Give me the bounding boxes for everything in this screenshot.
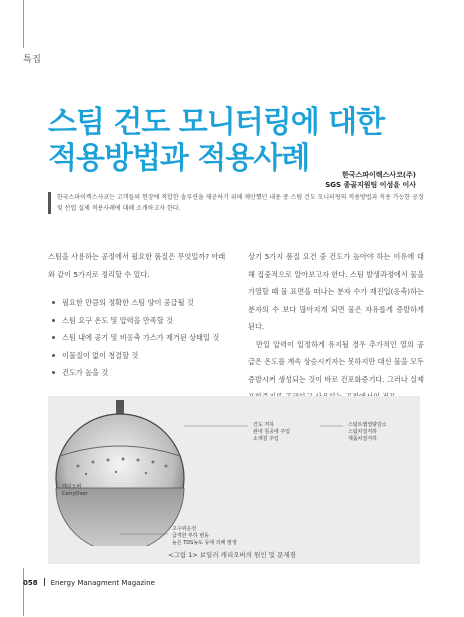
bullet-icon [52,371,55,374]
body-paragraph-1: 상기 5가지 품질 요건 중 건도가 높아야 하는 이유에 대해 집중적으로 알아보고자 한다. 스팀 발생과정에서 물을 가열할 때 물 표면을 떠나는 분자 수가 재진입(응축)하는 분자의 수 보다 많아지게 되면 물은 자유롭게 증발하게 된다. [248,252,424,331]
footer-rule [23,568,24,616]
boiler-figure [48,396,420,564]
section-label: 특집 [23,55,42,65]
title-line-2: 적용방법과 적용사례 [48,141,310,176]
intro-paragraph: 스팀을 사용하는 공정에서 필요한 품질은 무엇일까? 아래와 같이 5가지로 정리할 수 있다. [48,252,226,279]
list-item: 스팀 요구 온도 및 압력을 만족할 것 [48,312,226,330]
list-item: 스팀 내에 공기 및 비응축 가스가 제거된 상태일 것 [48,329,226,347]
bullet-icon [52,319,55,322]
label-causes: 고수위운전 급격한 부하 변동 높은 TDS농도 등에 의해 발생 [172,526,237,546]
author-name: SGS 종골지원팀 이성윤 이사 [325,181,416,189]
list-item: 건도가 높을 것 [48,364,226,382]
bullet-icon [52,354,55,357]
left-column [48,248,226,382]
label-quality-drop: 건도 저하 관내 침공에 주입 소재질 주입 [253,422,290,442]
header-rule [23,0,24,48]
boiler-diagram [48,396,420,546]
footer-separator [44,578,45,586]
bullet-icon [52,336,55,339]
label-carryover: 캐리오버 CarryOver [62,484,88,497]
quality-list [48,294,226,382]
list-item: 이물질이 없이 청결할 것 [48,347,226,365]
list-item: 필요한 만큼의 정확한 스팀 양이 공급될 것 [48,294,226,312]
article-summary: 한국스파이렉스사코는 고객들의 현장에 적합한 솔루션을 제공하기 위해 제안했던 내용 중 스팀 건도 모니터링의 적용방법과 적용 가능한 공정 및 산업 실제 적용사례에 대해 소개하고자 한다. [48,192,429,214]
article-title [48,105,384,177]
steam-outlet-pipe [116,400,124,414]
magazine-name: Energy Managment Magazine [50,579,155,587]
figure-caption: <그림 1> 보일러 캐리오버의 원인 및 문제점 [168,551,296,559]
label-consequences: 스팀트랩열량감소 스팀차질저하 제품차질저하 [348,422,387,442]
page-footer [23,578,155,587]
bullet-icon [52,301,55,304]
page-number: 058 [23,579,38,587]
author-block [325,170,416,190]
right-column [248,248,424,406]
author-org: 한국스파이렉스사코(주) [341,171,416,179]
body-paragraph-2: 만일 압력이 일정하게 유지될 경우 추가적인 열의 공급은 온도를 계속 상승시키지는 못하지만 대신 물을 모두 증발시켜 생성되는 것이 바로 건포화증기다. 그러나 실제 [248,339,424,384]
title-line-1: 스팀 건도 모니터링에 대한 [48,105,385,140]
